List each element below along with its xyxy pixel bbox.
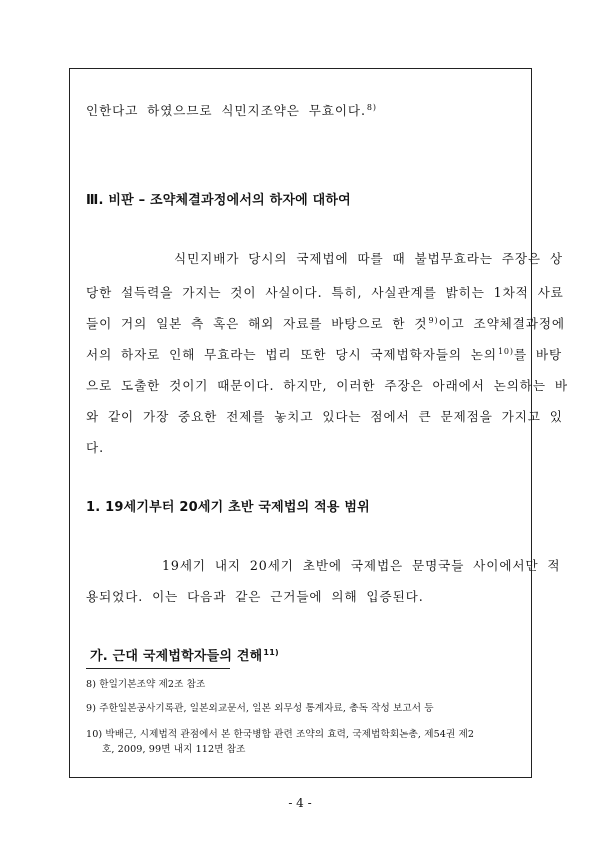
footnote-9: 9) 주한일본공사기록관, 일본외교문서, 일본 외무성 통계자료, 총독 작성 보고서 등 [86, 703, 434, 714]
subsection-1-heading: 1. 19세기부터 20세기 초반 국제법의 적용 범위 [86, 500, 370, 515]
section-3-heading: Ⅲ. 비판 – 조약체결과정에서의 하자에 대하여 [86, 193, 351, 208]
page-number: - 4 - [288, 796, 312, 810]
para-line: 식민지배가 당시의 국제법에 따를 때 불법무효라는 주장은 상 [174, 251, 563, 266]
para-line: 들이 거의 일본 측 혹은 해외 자료를 바탕으로 한 것$^{9)}$이고 조약체결과정에 [86, 316, 565, 331]
footnote-divider [86, 668, 230, 669]
footnote-ref-8[interactable]: 8) [366, 103, 377, 112]
subsubsection-heading: 가. 근대 국제법학자들의 견해$^{11)}$ [90, 648, 279, 664]
para-line: 와 같이 가장 중요한 전제를 놓치고 있다는 점에서 큰 문제점을 가지고 있 [86, 409, 563, 424]
para-line: 19세기 내지 20세기 초반에 국제법은 문명국들 사이에서만 적 [162, 558, 561, 573]
para-line: 당한 설득력을 가지는 것이 사실이다. 특히, 사실관계를 밝히는 1차적 사료 [86, 285, 564, 300]
footnote-ref-9[interactable]: 9) [428, 316, 439, 325]
intro-line: 인한다고 하였으므로 식민지조약은 무효이다.$^{8)}$ [86, 103, 377, 118]
footnote-10-cont: 호, 2009, 99면 내지 112면 참조 [102, 744, 246, 755]
footnote-10: 10) 박배근, 시제법적 관점에서 본 한국병합 관련 조약의 효력, 국제법학회논총, 제54권 제2 [86, 729, 475, 740]
para-line: 서의 하자로 인해 무효라는 법리 또한 당시 국제법학자들의 논의$^{10)}$를 바탕 [86, 347, 563, 362]
para-line: 용되었다. 이는 다음과 같은 근거들에 의해 입증된다. [86, 589, 424, 604]
footnote-ref-10[interactable]: 10) [497, 347, 514, 356]
para-line: 다. [86, 440, 104, 455]
para-line: 으로 도출한 것이기 때문이다. 하지만, 이러한 주장은 아래에서 논의하는 바 [86, 378, 568, 393]
footnote-8: 8) 한일기본조약 제2조 참조 [86, 679, 206, 690]
footnote-ref-11[interactable]: 11) [263, 648, 279, 657]
